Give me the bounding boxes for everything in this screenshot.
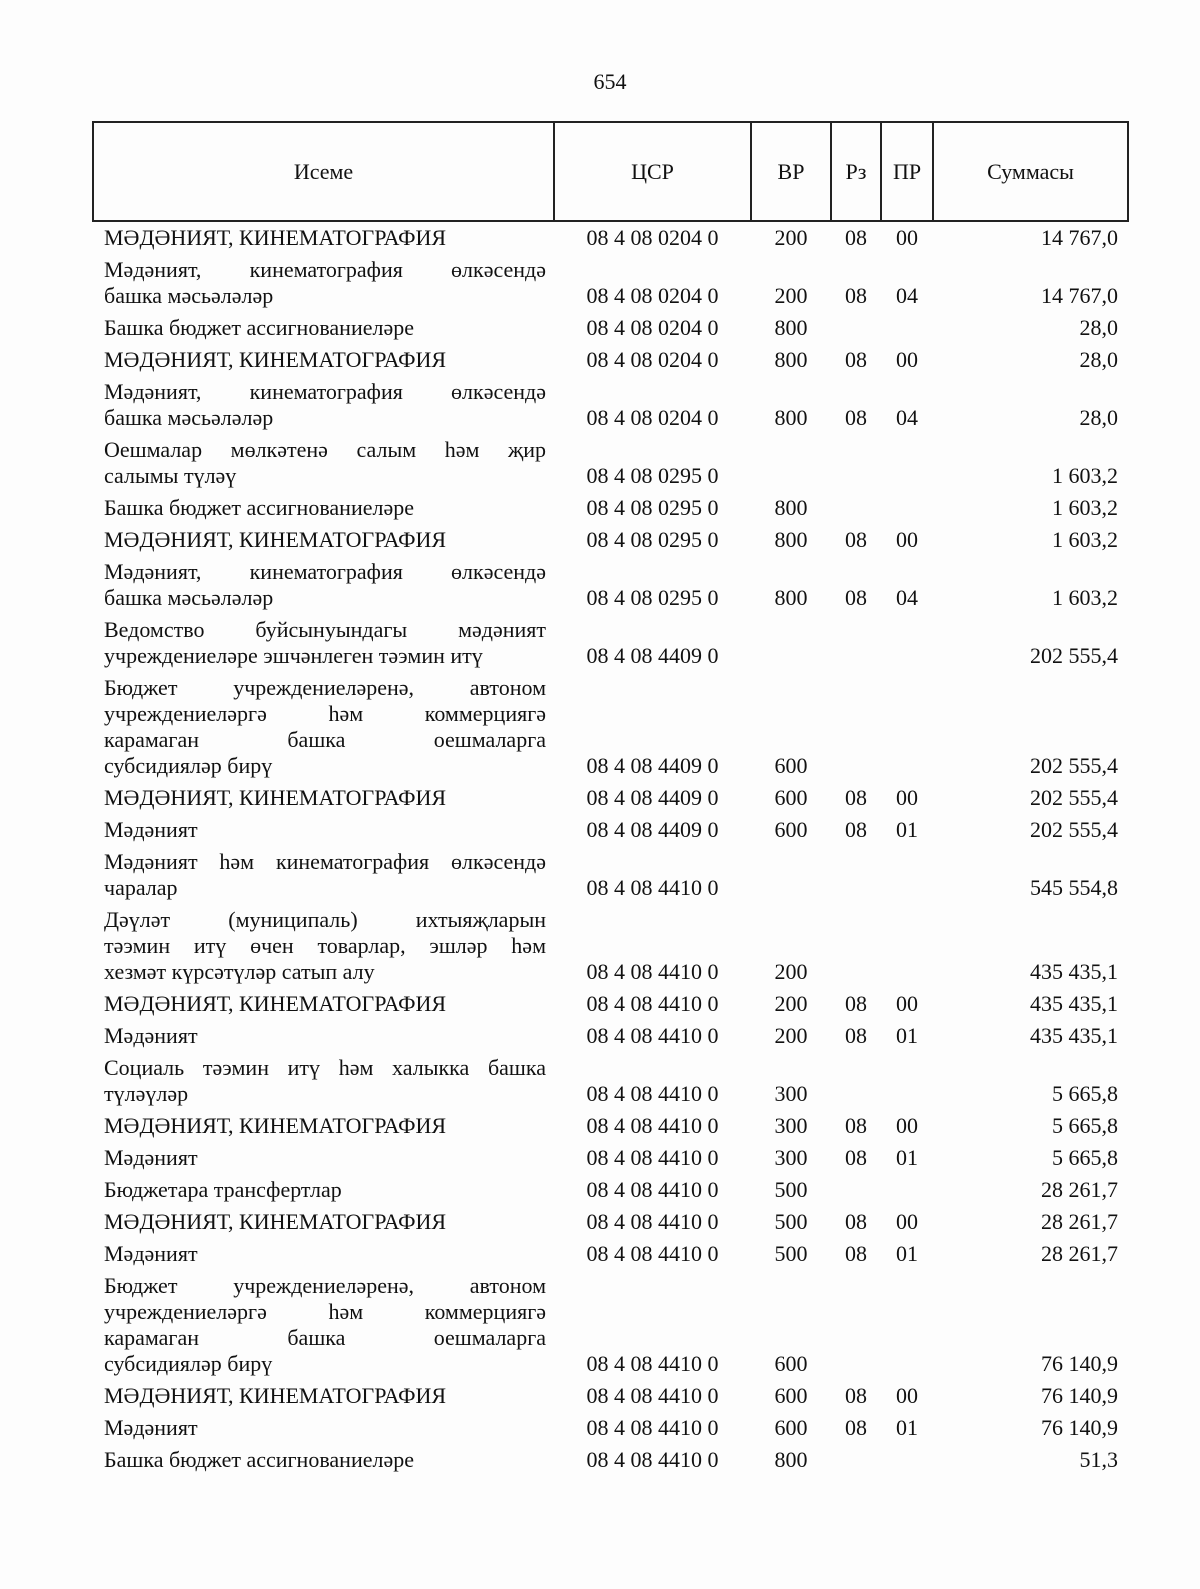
- row-name-line: башка мәсьәләләр: [104, 585, 274, 610]
- column-header-sum: Суммасы: [933, 122, 1128, 221]
- row-vr-cell: 600: [774, 1415, 808, 1440]
- row-rz-cell: 08: [845, 1383, 867, 1408]
- row-name-cell: [93, 1110, 554, 1142]
- column-header-vr: ВР: [751, 122, 831, 221]
- row-csr-cell: 08 4 08 0295 0: [586, 495, 719, 520]
- row-vr-cell: 800: [774, 495, 808, 520]
- row-rz-cell: 08: [845, 785, 867, 810]
- row-vr-cell: 300: [774, 1113, 808, 1138]
- row-rz-cell: 08: [845, 1023, 867, 1048]
- row-name-line: Бюджетара трансфертлар: [104, 1177, 342, 1202]
- row-name-line: Башка бюджет ассигнованиеләре: [104, 495, 414, 520]
- row-csr-cell: 08 4 08 4409 0: [586, 753, 719, 778]
- row-vr-cell: 800: [774, 1447, 808, 1472]
- row-pr-cell: 00: [896, 1383, 918, 1408]
- row-name-cell: [93, 254, 554, 312]
- table-body: [93, 221, 1128, 1476]
- row-pr-cell: [881, 672, 933, 782]
- table-row: [93, 1444, 1128, 1476]
- row-name-line: Мәдәният: [104, 817, 198, 842]
- row-rz-cell: [831, 1444, 881, 1476]
- table-row: [93, 672, 1128, 782]
- row-rz-cell: 08: [845, 1113, 867, 1138]
- row-vr-cell: 800: [774, 405, 808, 430]
- row-sum-cell: 14 767,0: [1041, 283, 1118, 308]
- table-row: [93, 1020, 1128, 1052]
- row-name-cell: [93, 904, 554, 988]
- row-name-line: МӘДӘНИЯТ, КИНЕМАТОГРАФИЯ: [104, 1113, 447, 1138]
- table-row: [93, 221, 1128, 254]
- row-sum-cell: 202 555,4: [1030, 785, 1118, 810]
- row-sum-cell: 1 603,2: [1052, 463, 1118, 488]
- row-name-line: карамаган башка оешмаларга: [104, 727, 546, 752]
- row-name-cell: [93, 434, 554, 492]
- row-sum-cell: 28 261,7: [1041, 1241, 1118, 1266]
- row-name-line: Башка бюджет ассигнованиеләре: [104, 315, 414, 340]
- row-rz-cell: 08: [845, 405, 867, 430]
- row-rz-cell: [831, 1052, 881, 1110]
- row-pr-cell: [881, 492, 933, 524]
- column-header-name: Исеме: [93, 122, 554, 221]
- table-row: [93, 1142, 1128, 1174]
- row-vr-cell: 600: [774, 753, 808, 778]
- table-row: [93, 1174, 1128, 1206]
- table-row: [93, 434, 1128, 492]
- row-csr-cell: 08 4 08 0204 0: [586, 225, 719, 250]
- row-pr-cell: [881, 1174, 933, 1206]
- row-sum-cell: 5 665,8: [1052, 1145, 1118, 1170]
- row-name-cell: [93, 1142, 554, 1174]
- row-pr-cell: 00: [896, 1113, 918, 1138]
- row-name-cell: [93, 1238, 554, 1270]
- row-csr-cell: 08 4 08 4410 0: [586, 991, 719, 1016]
- row-rz-cell: 08: [845, 225, 867, 250]
- row-sum-cell: 435 435,1: [1030, 1023, 1118, 1048]
- row-pr-cell: [881, 846, 933, 904]
- row-name-cell: [93, 1052, 554, 1110]
- row-sum-cell: 76 140,9: [1041, 1351, 1118, 1376]
- row-name-cell: [93, 1270, 554, 1380]
- table-row: [93, 492, 1128, 524]
- row-sum-cell: 1 603,2: [1052, 527, 1118, 552]
- row-rz-cell: [831, 434, 881, 492]
- table-row: [93, 1206, 1128, 1238]
- row-name-cell: [93, 1444, 554, 1476]
- row-vr-cell: 600: [774, 1351, 808, 1376]
- row-rz-cell: [831, 1174, 881, 1206]
- row-name-cell: [93, 1412, 554, 1444]
- row-name-line: Бюджет учреждениеләренә, автоном: [104, 1273, 546, 1298]
- row-pr-cell: 00: [896, 991, 918, 1016]
- row-sum-cell: 28,0: [1079, 405, 1118, 430]
- row-name-line: МӘДӘНИЯТ, КИНЕМАТОГРАФИЯ: [104, 527, 447, 552]
- table-row: [93, 1110, 1128, 1142]
- row-vr-cell: 500: [774, 1209, 808, 1234]
- table-row: [93, 254, 1128, 312]
- row-sum-cell: 28,0: [1079, 315, 1118, 340]
- row-name-cell: [93, 614, 554, 672]
- row-name-line: субсидияләр бирү: [104, 753, 273, 778]
- table-row: [93, 614, 1128, 672]
- row-name-cell: [93, 782, 554, 814]
- row-vr-cell: 600: [774, 785, 808, 810]
- row-name-line: Дәүләт (муниципаль) ихтыяҗларын: [104, 907, 546, 932]
- row-name-line: хезмәт күрсәтүләр сатып алу: [104, 959, 375, 984]
- row-name-line: Мәдәният: [104, 1023, 198, 1048]
- row-rz-cell: [831, 312, 881, 344]
- budget-table: [92, 121, 1129, 1476]
- row-sum-cell: 5 665,8: [1052, 1113, 1118, 1138]
- table-row: [93, 1052, 1128, 1110]
- row-pr-cell: 01: [896, 1415, 918, 1440]
- row-rz-cell: 08: [845, 347, 867, 372]
- row-sum-cell: 1 603,2: [1052, 495, 1118, 520]
- table-row: [93, 556, 1128, 614]
- row-csr-cell: 08 4 08 4410 0: [586, 1145, 719, 1170]
- table-row: [93, 524, 1128, 556]
- table-row: [93, 1380, 1128, 1412]
- row-vr-cell: 800: [774, 315, 808, 340]
- table-header: [93, 122, 1128, 221]
- row-name-line: учреждениеләргә һәм коммерциягә: [104, 701, 546, 726]
- row-csr-cell: 08 4 08 4410 0: [586, 1209, 719, 1234]
- row-name-line: МӘДӘНИЯТ, КИНЕМАТОГРАФИЯ: [104, 785, 447, 810]
- row-pr-cell: [881, 434, 933, 492]
- row-csr-cell: 08 4 08 4410 0: [586, 1023, 719, 1048]
- row-name-line: субсидияләр бирү: [104, 1351, 273, 1376]
- row-vr-cell: 200: [774, 1023, 808, 1048]
- row-name-line: Мәдәният: [104, 1415, 198, 1440]
- row-name-cell: [93, 846, 554, 904]
- row-vr-cell: 300: [774, 1145, 808, 1170]
- table-row: [93, 376, 1128, 434]
- row-pr-cell: 00: [896, 785, 918, 810]
- row-csr-cell: 08 4 08 0295 0: [586, 585, 719, 610]
- row-sum-cell: 1 603,2: [1052, 585, 1118, 610]
- row-name-line: башка мәсьәләләр: [104, 283, 274, 308]
- row-name-cell: [93, 1020, 554, 1052]
- row-rz-cell: [831, 904, 881, 988]
- row-csr-cell: 08 4 08 4410 0: [586, 1383, 719, 1408]
- row-name-line: салымы түләү: [104, 463, 237, 488]
- table-row: [93, 904, 1128, 988]
- row-rz-cell: 08: [845, 1415, 867, 1440]
- row-name-line: Мәдәният һәм кинематография өлкәсендә: [104, 849, 546, 874]
- row-name-line: Мәдәният, кинематография өлкәсендә: [104, 559, 546, 584]
- row-csr-cell: 08 4 08 4410 0: [586, 875, 719, 900]
- row-pr-cell: 01: [896, 817, 918, 842]
- row-vr-cell: [751, 434, 831, 492]
- row-pr-cell: 00: [896, 225, 918, 250]
- row-name-cell: [93, 814, 554, 846]
- page-number: 654: [593, 69, 627, 94]
- row-name-line: чаралар: [104, 875, 178, 900]
- row-sum-cell: 202 555,4: [1030, 817, 1118, 842]
- row-sum-cell: 202 555,4: [1030, 753, 1118, 778]
- row-pr-cell: 01: [896, 1145, 918, 1170]
- row-vr-cell: 600: [774, 1383, 808, 1408]
- row-vr-cell: 300: [774, 1081, 808, 1106]
- row-vr-cell: [751, 846, 831, 904]
- row-name-line: учреждениеләргә һәм коммерциягә: [104, 1299, 546, 1324]
- row-name-line: учреждениеләре эшчәнлеген тәэмин итү: [104, 643, 483, 668]
- row-pr-cell: 01: [896, 1241, 918, 1266]
- row-name-cell: [93, 1174, 554, 1206]
- table-row: [93, 846, 1128, 904]
- row-name-cell: [93, 1380, 554, 1412]
- row-name-line: түләүләр: [104, 1081, 189, 1106]
- row-pr-cell: [881, 312, 933, 344]
- row-name-cell: [93, 524, 554, 556]
- row-rz-cell: 08: [845, 1209, 867, 1234]
- row-name-line: Мәдәният: [104, 1241, 198, 1266]
- row-name-cell: [93, 1206, 554, 1238]
- row-csr-cell: 08 4 08 0204 0: [586, 315, 719, 340]
- row-sum-cell: 545 554,8: [1030, 875, 1118, 900]
- row-vr-cell: 800: [774, 347, 808, 372]
- row-name-cell: [93, 221, 554, 254]
- row-name-cell: [93, 988, 554, 1020]
- table-row: [93, 1238, 1128, 1270]
- row-name-line: Мәдәният, кинематография өлкәсендә: [104, 379, 546, 404]
- row-vr-cell: [751, 614, 831, 672]
- row-rz-cell: 08: [845, 817, 867, 842]
- row-csr-cell: 08 4 08 4409 0: [586, 785, 719, 810]
- row-csr-cell: 08 4 08 4410 0: [586, 1447, 719, 1472]
- row-csr-cell: 08 4 08 4409 0: [586, 643, 719, 668]
- row-csr-cell: 08 4 08 0204 0: [586, 347, 719, 372]
- row-name-cell: [93, 556, 554, 614]
- row-pr-cell: [881, 1444, 933, 1476]
- row-sum-cell: 435 435,1: [1030, 959, 1118, 984]
- row-rz-cell: 08: [845, 585, 867, 610]
- row-vr-cell: 600: [774, 817, 808, 842]
- row-rz-cell: 08: [845, 283, 867, 308]
- row-name-cell: [93, 492, 554, 524]
- row-vr-cell: 800: [774, 585, 808, 610]
- row-name-line: Социаль тәэмин итү һәм халыкка башка: [104, 1055, 546, 1080]
- row-csr-cell: 08 4 08 0204 0: [586, 405, 719, 430]
- row-vr-cell: 200: [774, 959, 808, 984]
- row-csr-cell: 08 4 08 4410 0: [586, 959, 719, 984]
- row-sum-cell: 435 435,1: [1030, 991, 1118, 1016]
- row-pr-cell: 00: [896, 347, 918, 372]
- row-vr-cell: 500: [774, 1241, 808, 1266]
- row-csr-cell: 08 4 08 4410 0: [586, 1113, 719, 1138]
- row-rz-cell: 08: [845, 527, 867, 552]
- row-csr-cell: 08 4 08 4410 0: [586, 1177, 719, 1202]
- row-rz-cell: [831, 672, 881, 782]
- row-rz-cell: [831, 846, 881, 904]
- row-pr-cell: 04: [896, 405, 918, 430]
- row-name-cell: [93, 672, 554, 782]
- row-name-line: Бюджет учреждениеләренә, автоном: [104, 675, 546, 700]
- row-name-line: башка мәсьәләләр: [104, 405, 274, 430]
- row-csr-cell: 08 4 08 0295 0: [586, 527, 719, 552]
- row-name-line: МӘДӘНИЯТ, КИНЕМАТОГРАФИЯ: [104, 991, 447, 1016]
- row-sum-cell: 202 555,4: [1030, 643, 1118, 668]
- row-csr-cell: 08 4 08 0295 0: [586, 463, 719, 488]
- table-row: [93, 344, 1128, 376]
- row-csr-cell: 08 4 08 4410 0: [586, 1081, 719, 1106]
- row-name-line: МӘДӘНИЯТ, КИНЕМАТОГРАФИЯ: [104, 1209, 447, 1234]
- table-row: [93, 988, 1128, 1020]
- row-rz-cell: 08: [845, 991, 867, 1016]
- row-rz-cell: 08: [845, 1145, 867, 1170]
- row-name-line: Мәдәният: [104, 1145, 198, 1170]
- row-sum-cell: 28,0: [1079, 347, 1118, 372]
- row-vr-cell: 800: [774, 527, 808, 552]
- row-rz-cell: 08: [845, 1241, 867, 1266]
- row-vr-cell: 200: [774, 283, 808, 308]
- row-pr-cell: 04: [896, 283, 918, 308]
- row-sum-cell: 51,3: [1079, 1447, 1118, 1472]
- row-name-line: тәэмин итү өчен товарлар, эшләр һәм: [104, 933, 546, 958]
- row-sum-cell: 28 261,7: [1041, 1177, 1118, 1202]
- table-row: [93, 782, 1128, 814]
- row-pr-cell: 00: [896, 527, 918, 552]
- row-csr-cell: 08 4 08 4410 0: [586, 1241, 719, 1266]
- row-name-line: МӘДӘНИЯТ, КИНЕМАТОГРАФИЯ: [104, 1383, 447, 1408]
- row-rz-cell: [831, 492, 881, 524]
- row-name-line: карамаган башка оешмаларга: [104, 1325, 546, 1350]
- row-rz-cell: [831, 1270, 881, 1380]
- row-name-line: Башка бюджет ассигнованиеләре: [104, 1447, 414, 1472]
- table-row: [93, 1270, 1128, 1380]
- row-vr-cell: 200: [774, 225, 808, 250]
- row-name-line: Мәдәният, кинематография өлкәсендә: [104, 257, 546, 282]
- row-pr-cell: [881, 1052, 933, 1110]
- row-pr-cell: [881, 1270, 933, 1380]
- row-pr-cell: 01: [896, 1023, 918, 1048]
- row-sum-cell: 76 140,9: [1041, 1383, 1118, 1408]
- table-row: [93, 814, 1128, 846]
- row-rz-cell: [831, 614, 881, 672]
- row-pr-cell: 00: [896, 1209, 918, 1234]
- row-pr-cell: [881, 614, 933, 672]
- table-row: [93, 312, 1128, 344]
- row-name-cell: [93, 344, 554, 376]
- row-name-cell: [93, 312, 554, 344]
- row-name-line: МӘДӘНИЯТ, КИНЕМАТОГРАФИЯ: [104, 347, 447, 372]
- row-name-cell: [93, 376, 554, 434]
- row-csr-cell: 08 4 08 4410 0: [586, 1351, 719, 1376]
- column-header-csr: ЦСР: [554, 122, 751, 221]
- row-csr-cell: 08 4 08 4410 0: [586, 1415, 719, 1440]
- row-sum-cell: 5 665,8: [1052, 1081, 1118, 1106]
- row-vr-cell: 200: [774, 991, 808, 1016]
- row-name-line: МӘДӘНИЯТ, КИНЕМАТОГРАФИЯ: [104, 225, 447, 250]
- row-sum-cell: 14 767,0: [1041, 225, 1118, 250]
- row-sum-cell: 76 140,9: [1041, 1415, 1118, 1440]
- table-header-row: [93, 122, 1128, 221]
- column-header-pr: ПР: [881, 122, 933, 221]
- row-vr-cell: 500: [774, 1177, 808, 1202]
- row-sum-cell: 28 261,7: [1041, 1209, 1118, 1234]
- row-csr-cell: 08 4 08 4409 0: [586, 817, 719, 842]
- row-csr-cell: 08 4 08 0204 0: [586, 283, 719, 308]
- row-pr-cell: 04: [896, 585, 918, 610]
- row-name-line: Ведомство буйсынуындагы мәдәният: [104, 617, 546, 642]
- column-header-rz: Рз: [831, 122, 881, 221]
- row-name-line: Оешмалар мөлкәтенә салым һәм җир: [104, 437, 546, 462]
- table-row: [93, 1412, 1128, 1444]
- row-pr-cell: [881, 904, 933, 988]
